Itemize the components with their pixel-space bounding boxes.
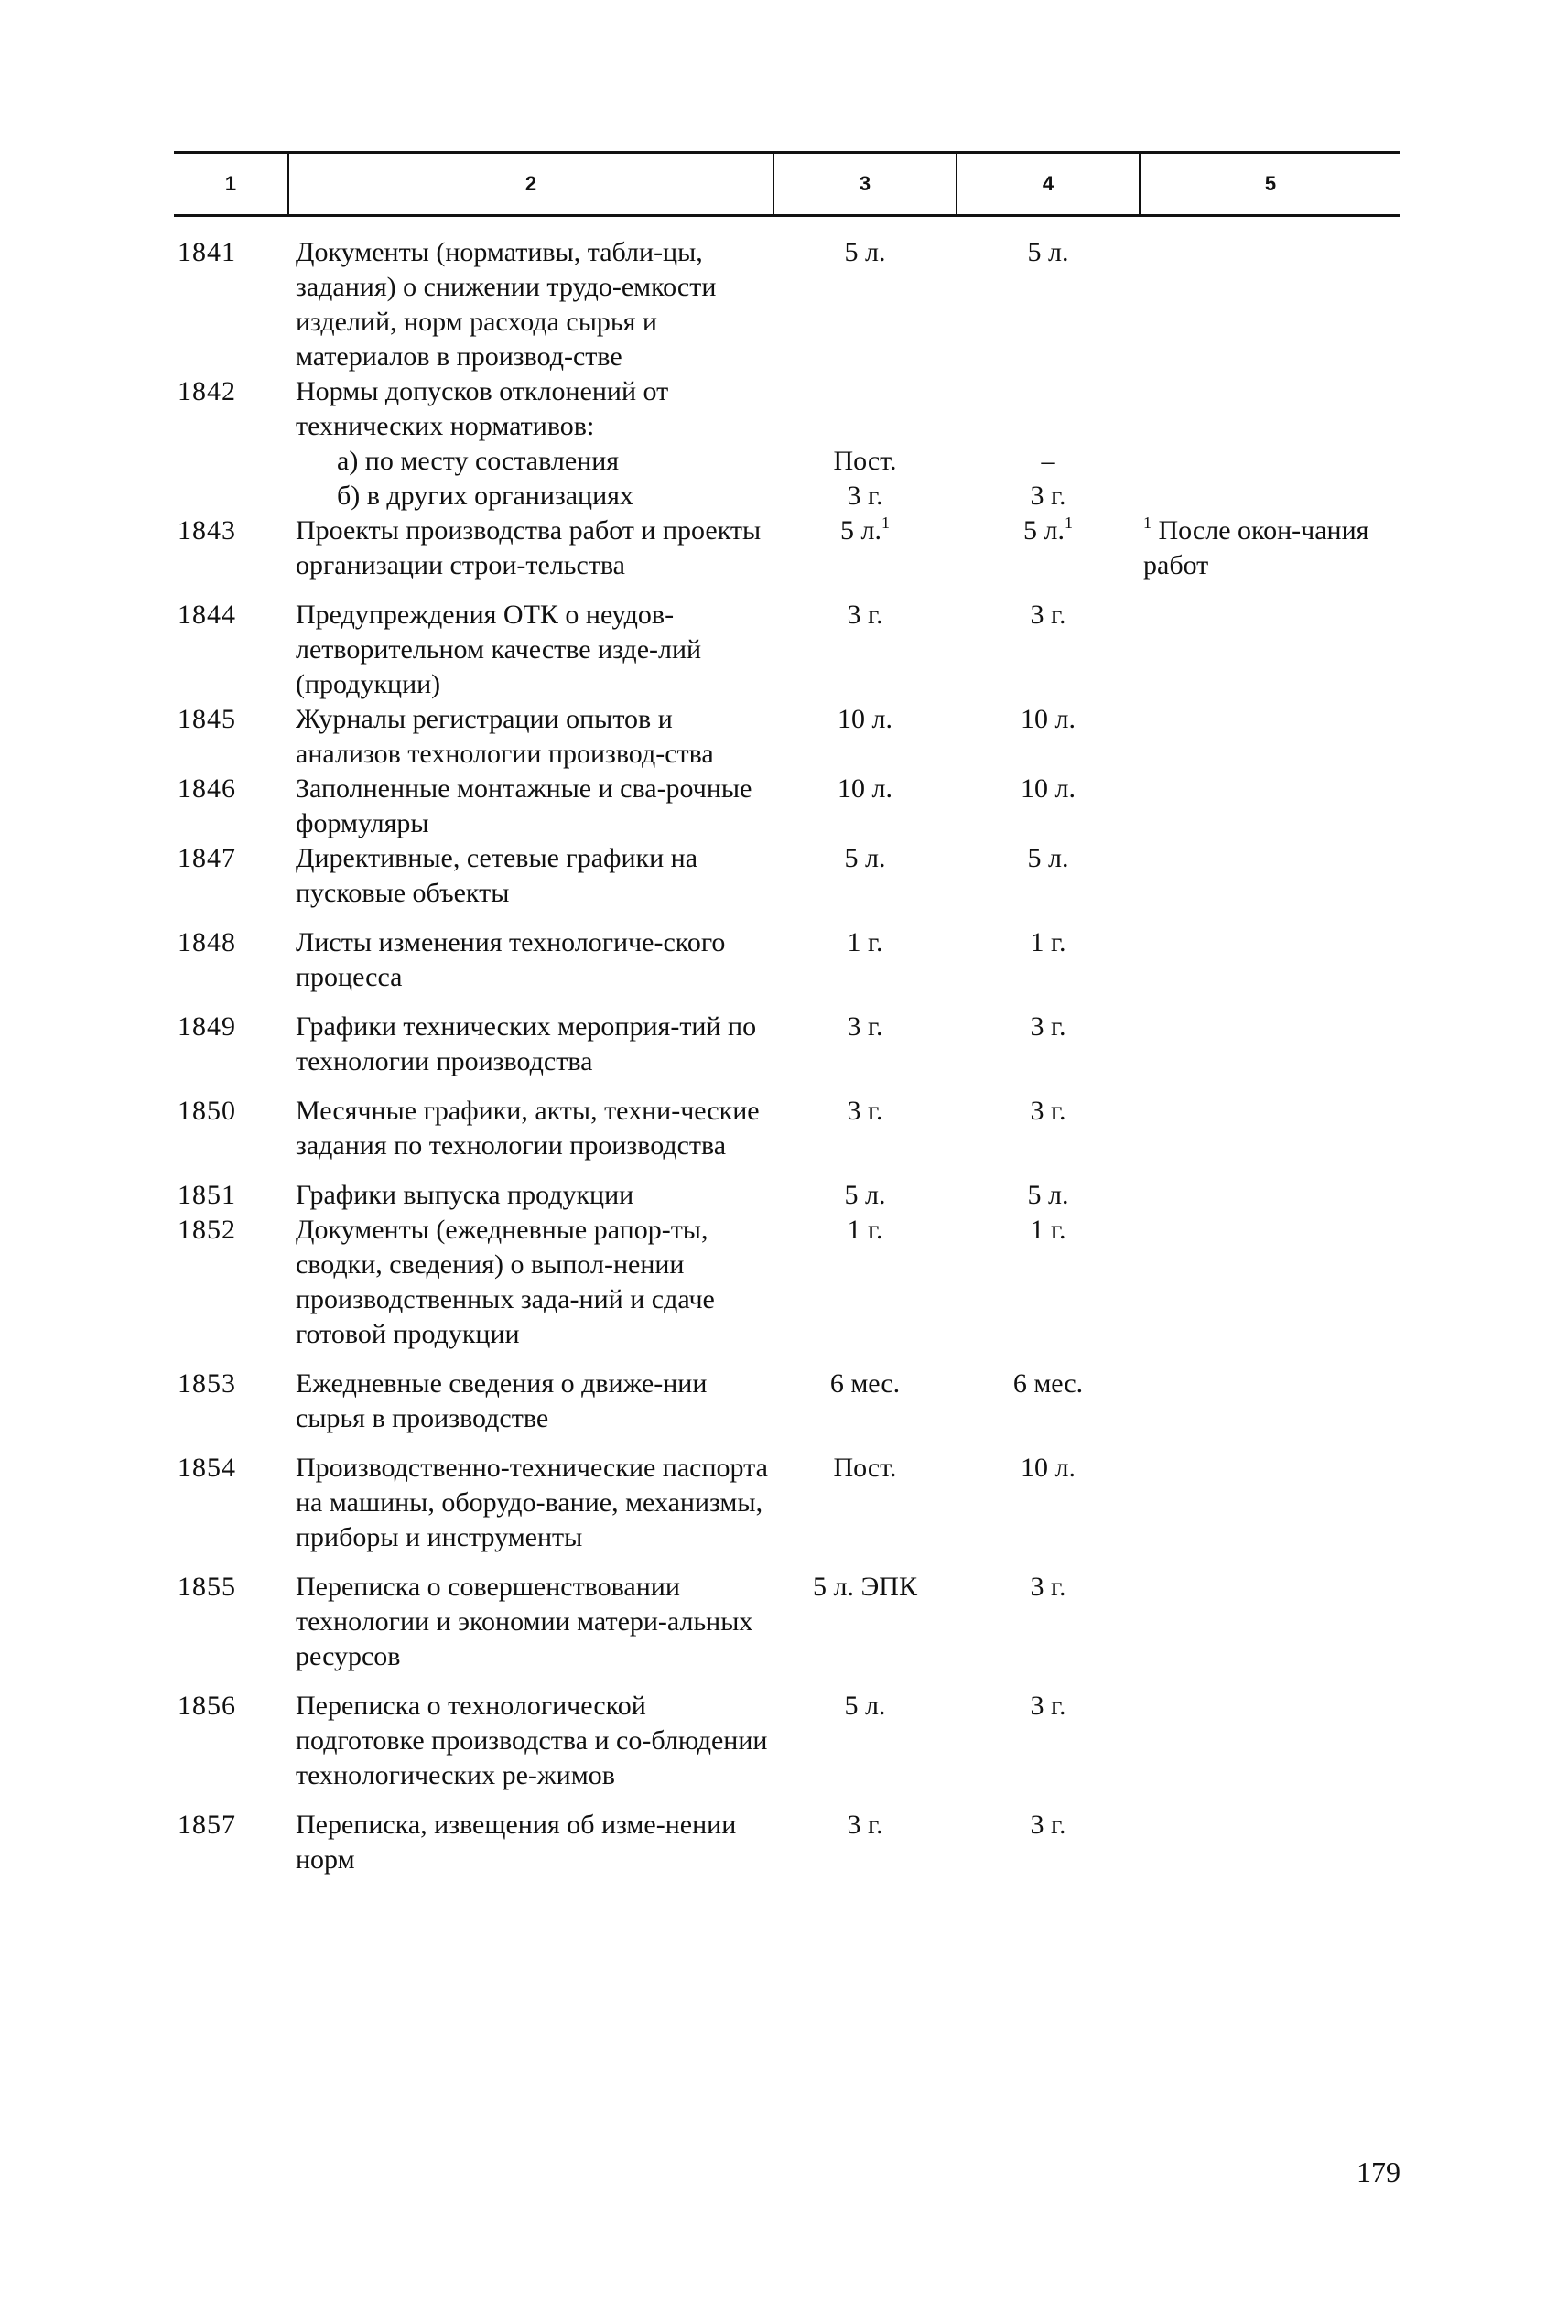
table-subrow bbox=[174, 444, 1400, 479]
retention-col-4: 5 л.$^1$ bbox=[1023, 513, 1073, 546]
row-description: Листы изменения технологиче-ского процесса bbox=[296, 927, 726, 992]
table-row bbox=[174, 841, 1400, 925]
retention-col-3: 6 мес. bbox=[829, 1368, 901, 1399]
row-number: 1845 bbox=[178, 704, 236, 734]
retention-col-4: 6 мес. bbox=[1012, 1368, 1084, 1399]
retention-col-4: 1 г. bbox=[1030, 927, 1066, 957]
retention-col-3: 1 г. bbox=[847, 1215, 883, 1245]
row-number: 1844 bbox=[178, 600, 236, 630]
row-description: Журналы регистрации опытов и анализов технологии производ-ства bbox=[296, 704, 714, 769]
row-description: Предупреждения ОТК о неудов-летворительном качестве изде-лий (продукции) bbox=[296, 600, 702, 699]
header-col-2: 2 bbox=[288, 153, 773, 216]
header-col-4: 4 bbox=[957, 153, 1140, 216]
retention-col-4: 5 л. bbox=[1027, 843, 1069, 873]
retention-col-4: 3 г. bbox=[1030, 1572, 1066, 1602]
retention-col-4: 5 л. bbox=[1027, 237, 1069, 267]
retention-col-3: 3 г. bbox=[847, 1810, 883, 1840]
row-number: 1852 bbox=[178, 1215, 236, 1245]
row-number: 1848 bbox=[178, 927, 236, 957]
retention-col-3: Пост. bbox=[833, 446, 897, 476]
row-number: 1853 bbox=[178, 1368, 236, 1399]
retention-col-3: 10 л. bbox=[838, 704, 892, 734]
row-description: Переписка о совершенствовании технологии и экономии матери-альных ресурсов bbox=[296, 1572, 753, 1671]
table-row bbox=[174, 702, 1400, 772]
row-description: Нормы допусков отклонений от технических нормативов: bbox=[296, 376, 669, 441]
row-number: 1842 bbox=[178, 376, 236, 406]
table-subrow bbox=[174, 479, 1400, 513]
row-number: 1843 bbox=[178, 515, 236, 546]
table-row bbox=[174, 1808, 1400, 1877]
retention-col-4: – bbox=[1041, 446, 1055, 476]
retention-col-4: 3 г. bbox=[1030, 481, 1066, 511]
table-row bbox=[174, 1213, 1400, 1367]
row-description: Производственно-технические паспорта на машины, оборудо-вание, механизмы, приборы и инструменты bbox=[296, 1453, 768, 1552]
retention-col-4: 10 л. bbox=[1021, 1453, 1076, 1483]
table-row bbox=[174, 1451, 1400, 1570]
row-description: Переписка о технологической подготовке производства и со-блюдении технологических ре-жимов bbox=[296, 1691, 768, 1790]
header-col-3: 3 bbox=[773, 153, 957, 216]
retention-col-3: Пост. bbox=[833, 1453, 897, 1483]
row-number: 1847 bbox=[178, 843, 236, 873]
retention-col-3: 10 л. bbox=[838, 773, 892, 804]
retention-col-3: 3 г. bbox=[847, 481, 883, 511]
table-row bbox=[174, 1094, 1400, 1178]
page bbox=[174, 151, 1400, 1877]
retention-col-3: 5 л. bbox=[844, 1691, 886, 1721]
retention-col-4: 3 г. bbox=[1030, 1691, 1066, 1721]
footnote-mark: 1 bbox=[1143, 513, 1152, 532]
header-col-1: 1 bbox=[174, 153, 288, 216]
records-table bbox=[174, 151, 1400, 1877]
retention-col-3: 5 л. bbox=[844, 1180, 886, 1210]
retention-col-3: 5 л. bbox=[844, 237, 886, 267]
row-description: Директивные, сетевые графики на пусковые объекты bbox=[296, 843, 698, 908]
table-row bbox=[174, 1689, 1400, 1808]
row-number: 1856 bbox=[178, 1691, 236, 1721]
footnote-mark: 1 bbox=[1064, 513, 1073, 532]
table-row bbox=[174, 925, 1400, 1010]
row-number: 1850 bbox=[178, 1096, 236, 1126]
retention-col-4: 3 г. bbox=[1030, 1011, 1066, 1042]
row-number: 1855 bbox=[178, 1572, 236, 1602]
table-row bbox=[174, 1010, 1400, 1094]
row-number: 1841 bbox=[178, 237, 236, 267]
table-row bbox=[174, 1367, 1400, 1451]
retention-col-4: 3 г. bbox=[1030, 1810, 1066, 1840]
footnote-note: $^1$ После окон-чания работ bbox=[1143, 513, 1369, 580]
row-number: 1857 bbox=[178, 1810, 236, 1840]
retention-col-3: 3 г. bbox=[847, 600, 883, 630]
row-description: Заполненные монтажные и сва-рочные формуляры bbox=[296, 773, 752, 838]
retention-col-3: 5 л.$^1$ bbox=[840, 513, 890, 546]
table-row bbox=[174, 598, 1400, 702]
retention-col-4: 3 г. bbox=[1030, 1096, 1066, 1126]
table-row bbox=[174, 374, 1400, 444]
table-row bbox=[174, 216, 1400, 375]
table-row bbox=[174, 513, 1400, 598]
retention-col-4: 1 г. bbox=[1030, 1215, 1066, 1245]
header-col-5: 5 bbox=[1140, 153, 1400, 216]
table-row bbox=[174, 1570, 1400, 1689]
row-number: 1849 bbox=[178, 1011, 236, 1042]
retention-col-4: 10 л. bbox=[1021, 704, 1076, 734]
row-number: 1846 bbox=[178, 773, 236, 804]
footnote-mark: 1 bbox=[881, 513, 890, 532]
row-description: Графики выпуска продукции bbox=[296, 1180, 634, 1210]
row-description: Графики технических мероприя-тий по технологии производства bbox=[296, 1011, 757, 1076]
row-description: Переписка, извещения об изме-нении норм bbox=[296, 1810, 737, 1875]
page-number: 179 bbox=[1357, 2156, 1400, 2189]
row-number: 1851 bbox=[178, 1180, 236, 1210]
retention-col-4: 10 л. bbox=[1021, 773, 1076, 804]
row-description: Проекты производства работ и проекты организации строи-тельства bbox=[296, 515, 762, 580]
table-row bbox=[174, 772, 1400, 841]
retention-col-4: 5 л. bbox=[1027, 1180, 1069, 1210]
subitem-a: а) по месту составления bbox=[337, 446, 620, 476]
row-description: Документы (ежедневные рапор-ты, сводки, сведения) о выпол-нении производственных зада-ний и сдаче готовой продукции bbox=[296, 1215, 715, 1349]
retention-col-4: 3 г. bbox=[1030, 600, 1066, 630]
retention-col-3: 3 г. bbox=[847, 1011, 883, 1042]
retention-col-3: 5 л. ЭПК bbox=[813, 1572, 917, 1602]
subitem-b: б) в других организациях bbox=[337, 481, 633, 511]
row-description: Документы (нормативы, табли-цы, задания) о снижении трудо-емкости изделий, норм расхода сырья и материалов в производ-стве bbox=[296, 237, 717, 372]
retention-col-3: 3 г. bbox=[847, 1096, 883, 1126]
retention-col-3: 5 л. bbox=[844, 843, 886, 873]
row-description: Ежедневные сведения о движе-нии сырья в производстве bbox=[296, 1368, 708, 1433]
table-row bbox=[174, 1178, 1400, 1213]
retention-col-3: 1 г. bbox=[847, 927, 883, 957]
row-number: 1854 bbox=[178, 1453, 236, 1483]
row-description: Месячные графики, акты, техни-ческие задания по технологии производства bbox=[296, 1096, 760, 1161]
table-header bbox=[174, 153, 1400, 216]
